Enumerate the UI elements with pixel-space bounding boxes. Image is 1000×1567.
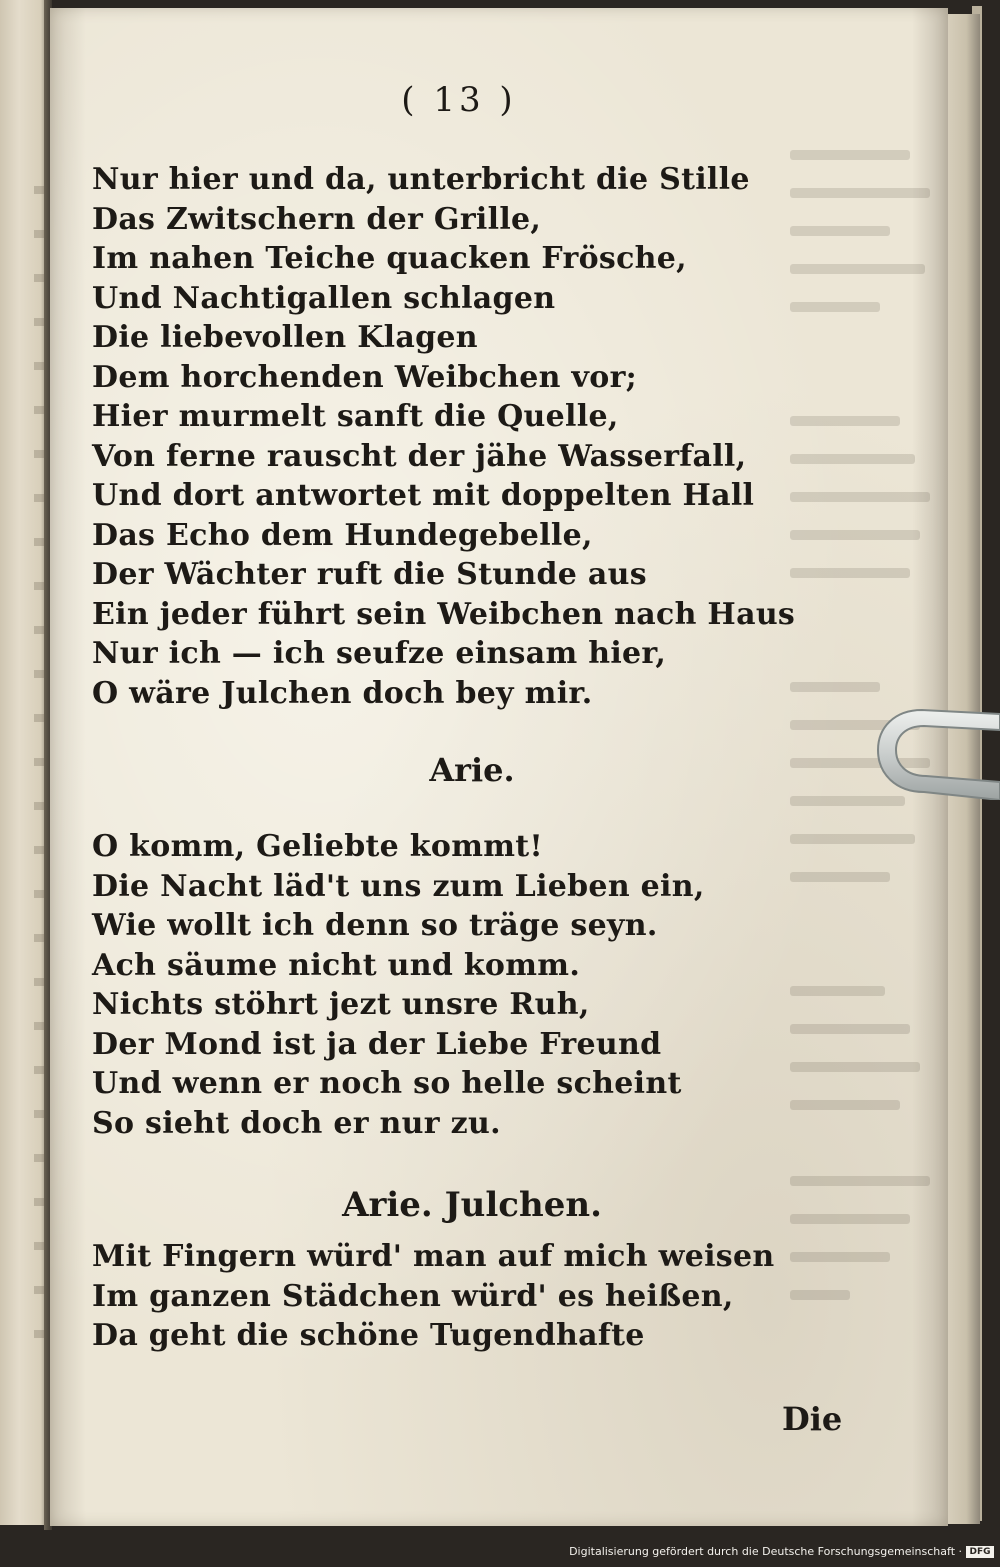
verse-line: Die Nacht läd't uns zum Lieben ein, (92, 868, 705, 904)
verse-line: Mit Fingern würd' man auf mich weisen (92, 1239, 775, 1274)
verse-line: So sieht doch er nur zu. (92, 1105, 501, 1141)
poem-text (92, 160, 852, 1356)
verse-line: Von ferne rauscht der jähe Wasserfall, (92, 438, 747, 474)
verse-line: Im ganzen Städchen würd' es heißen, (92, 1278, 734, 1314)
verse-line: Da geht die schöne Tugendhafte (92, 1318, 645, 1353)
verse-line: Dem horchenden Weibchen vor; (92, 359, 638, 395)
section-heading-arie: Arie. (429, 751, 515, 789)
verse-line: Der Wächter ruft die Stunde aus (92, 557, 647, 592)
verse-line: Ein jeder führt sein Weibchen nach Haus (92, 596, 796, 632)
verse-line: Und dort antwortet mit doppelten Hall (92, 478, 755, 513)
verse-line: Hier murmelt sanft die Quelle, (92, 399, 619, 434)
verse-line: O wäre Julchen doch bey mir. (92, 675, 593, 711)
verse-line: Und wenn er noch so helle scheint (92, 1066, 682, 1101)
verse-line: Und Nachtigallen schlagen (92, 280, 556, 316)
funding-credit: Digitalisierung gefördert durch die Deutsche Forschungsgemeinschaft · (569, 1545, 962, 1558)
stanza-arie-julchen (92, 1237, 852, 1356)
page-number: ( 13 ) (401, 80, 517, 120)
verse-line: Nur ich — ich seufze einsam hier, (92, 636, 667, 671)
paper-clip-icon (872, 700, 1000, 800)
stanza-arie (92, 827, 852, 1143)
verse-line: Der Mond ist ja der Liebe Freund (92, 1026, 662, 1062)
verse-line: Die liebevollen Klagen (92, 320, 478, 355)
stanza-recitative (92, 160, 852, 713)
verse-line: O komm, Geliebte kommt! (92, 829, 543, 864)
verse-line: Nur hier und da, unterbricht die Stille (92, 162, 750, 197)
dfg-logo: DFG (966, 1546, 994, 1558)
verse-line: Das Echo dem Hundegebelle, (92, 517, 593, 553)
verse-line: Wie wollt ich denn so träge seyn. (92, 908, 658, 943)
verse-line: Ach säume nicht und komm. (92, 947, 581, 983)
catchword: Die (782, 1400, 843, 1438)
verse-line: Nichts stöhrt jezt unsre Ruh, (92, 987, 590, 1022)
facing-page-edge (0, 0, 48, 1525)
verse-line: Im nahen Teiche quacken Frösche, (92, 241, 687, 276)
verse-line: Das Zwitschern der Grille, (92, 201, 542, 237)
section-heading-arie-julchen: Arie. Julchen. (342, 1185, 602, 1225)
